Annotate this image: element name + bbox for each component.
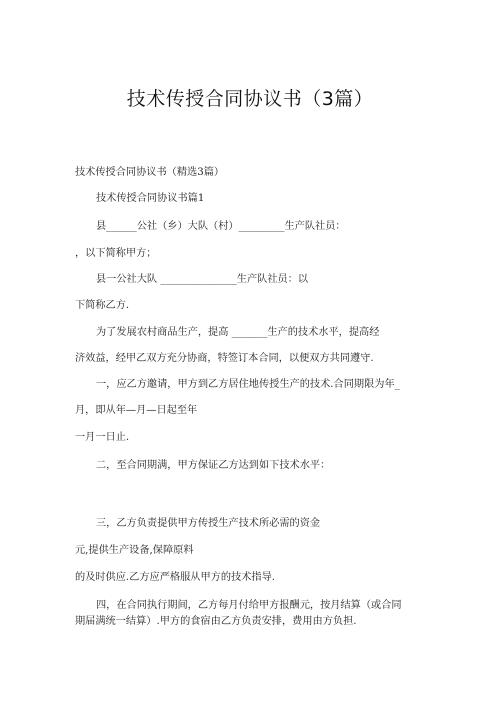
- doc-subtitle: 技术传授合同协议书（精选3篇）: [75, 167, 225, 178]
- body-line: 一，应乙方邀请，甲方到乙方居住地传授生产的技术.合同期限为年_: [96, 379, 400, 390]
- document-title: 技术传授合同协议书（3篇）: [126, 88, 374, 110]
- section-heading: 技术传授合同协议书篇1: [96, 193, 205, 204]
- body-line: 元,提供生产设备,保障原料: [75, 545, 194, 556]
- body-line: 二，至合同期满，甲方保证乙方达到如下技术水平：: [96, 460, 331, 471]
- body-line: 县______公社（乡）大队（村）_________生产队社员：: [96, 221, 346, 232]
- body-line: 为了发展农村商品生产，提高 _______生产的技术水平，提高经: [96, 327, 380, 338]
- body-line: 的及时供应.乙方应严格服从甲方的技术指导.: [75, 572, 276, 583]
- body-line: 济效益，经甲乙双方充分协商，特签订本合同，以便双方共同遵守.: [75, 353, 374, 364]
- body-line: 四，在合同执行期间，乙方每月付给甲方报酬元，按月结算（或合同: [96, 600, 402, 611]
- body-line: 三，乙方负责提供甲方传授生产技术所必需的资金: [96, 518, 321, 529]
- body-line: ，以下简称甲方；: [75, 248, 157, 259]
- body-line: 下简称乙方.: [75, 300, 130, 311]
- body-line: 期届满统一结算）.甲方的食宿由乙方负责安排，费用由方负担.: [75, 616, 357, 627]
- body-line: 县一公社大队 _______________生产队社员：以: [96, 274, 309, 285]
- body-line: 月，即从年—月—日起至年: [75, 405, 198, 416]
- body-line: 一月一日止.: [75, 432, 130, 443]
